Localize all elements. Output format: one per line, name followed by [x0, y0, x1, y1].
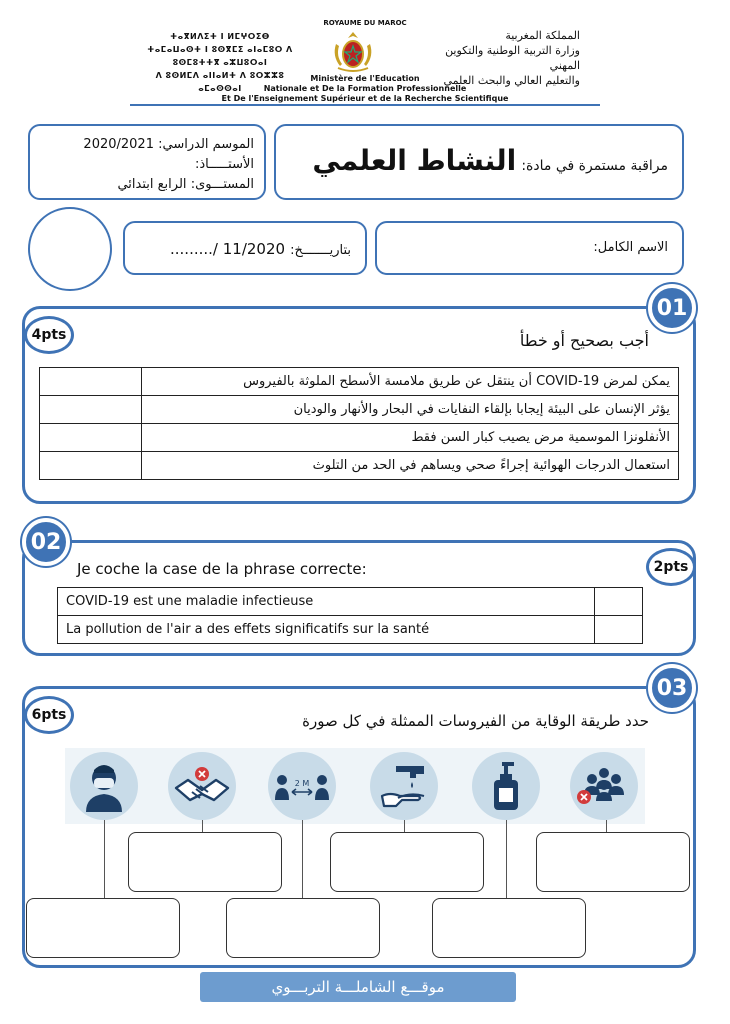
answer-box[interactable]: [536, 832, 690, 892]
statement-cell: La pollution de l'air a des effets significatifs sur la santé: [58, 616, 595, 644]
statement-cell: COVID-19 est une maladie infectieuse: [58, 588, 595, 616]
table-row: [40, 452, 679, 480]
ministry-line-2: Nationale et De la Formation Professionnelle: [263, 84, 467, 93]
table-row: [40, 424, 679, 452]
connector-line: [404, 820, 405, 832]
title-prefix: مراقبة مستمرة في مادة:: [521, 158, 668, 174]
connector-line: [104, 820, 105, 902]
no-handshake-icon: [168, 752, 236, 820]
connector-line: [202, 820, 203, 832]
grade-circle: [28, 207, 112, 291]
section2-instruction: Je coche la case de la phrase correcte:: [77, 560, 367, 578]
arabic-line-1: المملكة المغربية: [505, 29, 580, 42]
date-box: [123, 221, 367, 275]
footer-banner: [200, 972, 516, 1002]
connector-line: [606, 820, 607, 832]
name-box: [375, 221, 684, 275]
section3-points-badge: 6pts: [24, 696, 74, 734]
arabic-line-2: وزارة التربية الوطنية والتكوين المهني: [445, 44, 580, 72]
header-divider: [130, 104, 600, 106]
subject-title-box: [274, 124, 684, 200]
title-subject: النشاط العلمي: [312, 144, 517, 177]
date-value: 11/2020 /.........: [170, 240, 286, 258]
distance-label: 2 M: [294, 779, 310, 788]
distance-2m-icon: [268, 752, 336, 820]
hand-washing-icon: [370, 752, 438, 820]
section1-instruction: أجب بصحيح أو خطأ: [519, 331, 649, 350]
season-label: الموسم الدراسي:: [158, 137, 254, 152]
tifinagh-line-1: ⵜⴰⴳⵍⴷⵉⵜ ⵏ ⵍⵎⵖⵔⵉⴱ: [170, 32, 270, 41]
section2-number-badge: 02: [22, 518, 70, 566]
table-row: [40, 396, 679, 424]
season-value: 2020/2021: [83, 137, 154, 152]
answer-cell[interactable]: [40, 452, 142, 480]
teacher-row: [195, 156, 254, 174]
level-value: الرابع ابتدائي: [117, 177, 187, 192]
checkbox-table: [57, 587, 643, 644]
teacher-label: الأستـــــاذ:: [194, 157, 254, 172]
answer-cell[interactable]: [40, 424, 142, 452]
icon-strip: [65, 748, 645, 824]
true-false-table: [39, 367, 679, 480]
answer-cell[interactable]: [40, 368, 142, 396]
title-row: [312, 144, 668, 177]
answer-box[interactable]: [432, 898, 586, 958]
tifinagh-line-2: ⵜⴰⵎⴰⵡⴰⵙⵜ ⵏ ⵓⵙⴳⵎⵉ ⴰⵏⴰⵎⵓⵔ ⴷ ⵓⵙⵎⵓⵜⵜⴳ ⴰⵣⵡⵓⵔⴰⵏ: [147, 45, 293, 67]
royaume-label: ROYAUME DU MAROC: [323, 19, 407, 27]
section1-points-badge: 4pts: [24, 316, 74, 354]
arabic-line-3: والتعليم العالي والبحث العلمي: [443, 74, 580, 87]
section3-instruction: حدد طريقة الوقاية من الفيروسات الممثلة في كل صورة: [302, 712, 649, 730]
statement-cell: استعمال الدرجات الهوائية إجراءً صحي ويساهم في الحد من التلوث: [142, 452, 679, 480]
date-label: بتاريـــــــخ:: [290, 243, 351, 258]
name-label: الاسم الكامل:: [593, 240, 668, 255]
section-true-false: [22, 306, 696, 504]
answer-box[interactable]: [330, 832, 484, 892]
coat-of-arms-icon: [330, 30, 376, 74]
no-crowd-icon: [570, 752, 638, 820]
section-checkboxes: [22, 540, 696, 656]
checkbox-cell[interactable]: [595, 588, 643, 616]
ministry-line-3: Et De l'Enseignement Supérieur et de la Recherche Scientifique: [221, 94, 509, 103]
table-row: [40, 368, 679, 396]
checkbox-cell[interactable]: [595, 616, 643, 644]
footer-label: موقـــع الشاملـــة التربـــوي: [271, 978, 445, 996]
level-label: المستـــوى:: [190, 177, 254, 192]
french-ministry: [220, 74, 510, 104]
answer-box[interactable]: [128, 832, 282, 892]
section1-number-badge: 01: [648, 284, 696, 332]
season-row: [83, 136, 254, 154]
sanitizer-bottle-icon: [472, 752, 540, 820]
section3-number-badge: 03: [648, 664, 696, 712]
answer-box[interactable]: [26, 898, 180, 958]
ministry-line-1: Ministère de l'Education: [310, 74, 420, 83]
statement-cell: يؤثر الإنسان على البيئة إيجابا بإلقاء النفايات في البحار والأنهار والوديان: [142, 396, 679, 424]
date-row: [170, 239, 351, 258]
table-row: [58, 616, 643, 644]
section2-points-badge: 2pts: [646, 548, 696, 586]
statement-cell: الأنفلونزا الموسمية مرض يصيب كبار السن فقط: [142, 424, 679, 452]
mask-person-icon: [70, 752, 138, 820]
table-row: [58, 588, 643, 616]
tifinagh-line-3: ⴷ ⵓⵙⵍⵎⴷ ⴰⵏⵏⴰⵍⵜ ⴷ ⵓⵔⵣⵣⵓ ⴰⵎⴰⵙⵙⴰⵏ: [155, 71, 285, 93]
statement-cell: يمكن لمرض COVID-19 أن ينتقل عن طريق ملامسة الأسطح الملوثة بالفيروس: [142, 368, 679, 396]
school-info-box: [28, 124, 266, 200]
connector-line: [302, 820, 303, 902]
answer-box[interactable]: [226, 898, 380, 958]
level-row: [117, 176, 254, 194]
answer-cell[interactable]: [40, 396, 142, 424]
connector-line: [506, 820, 507, 902]
